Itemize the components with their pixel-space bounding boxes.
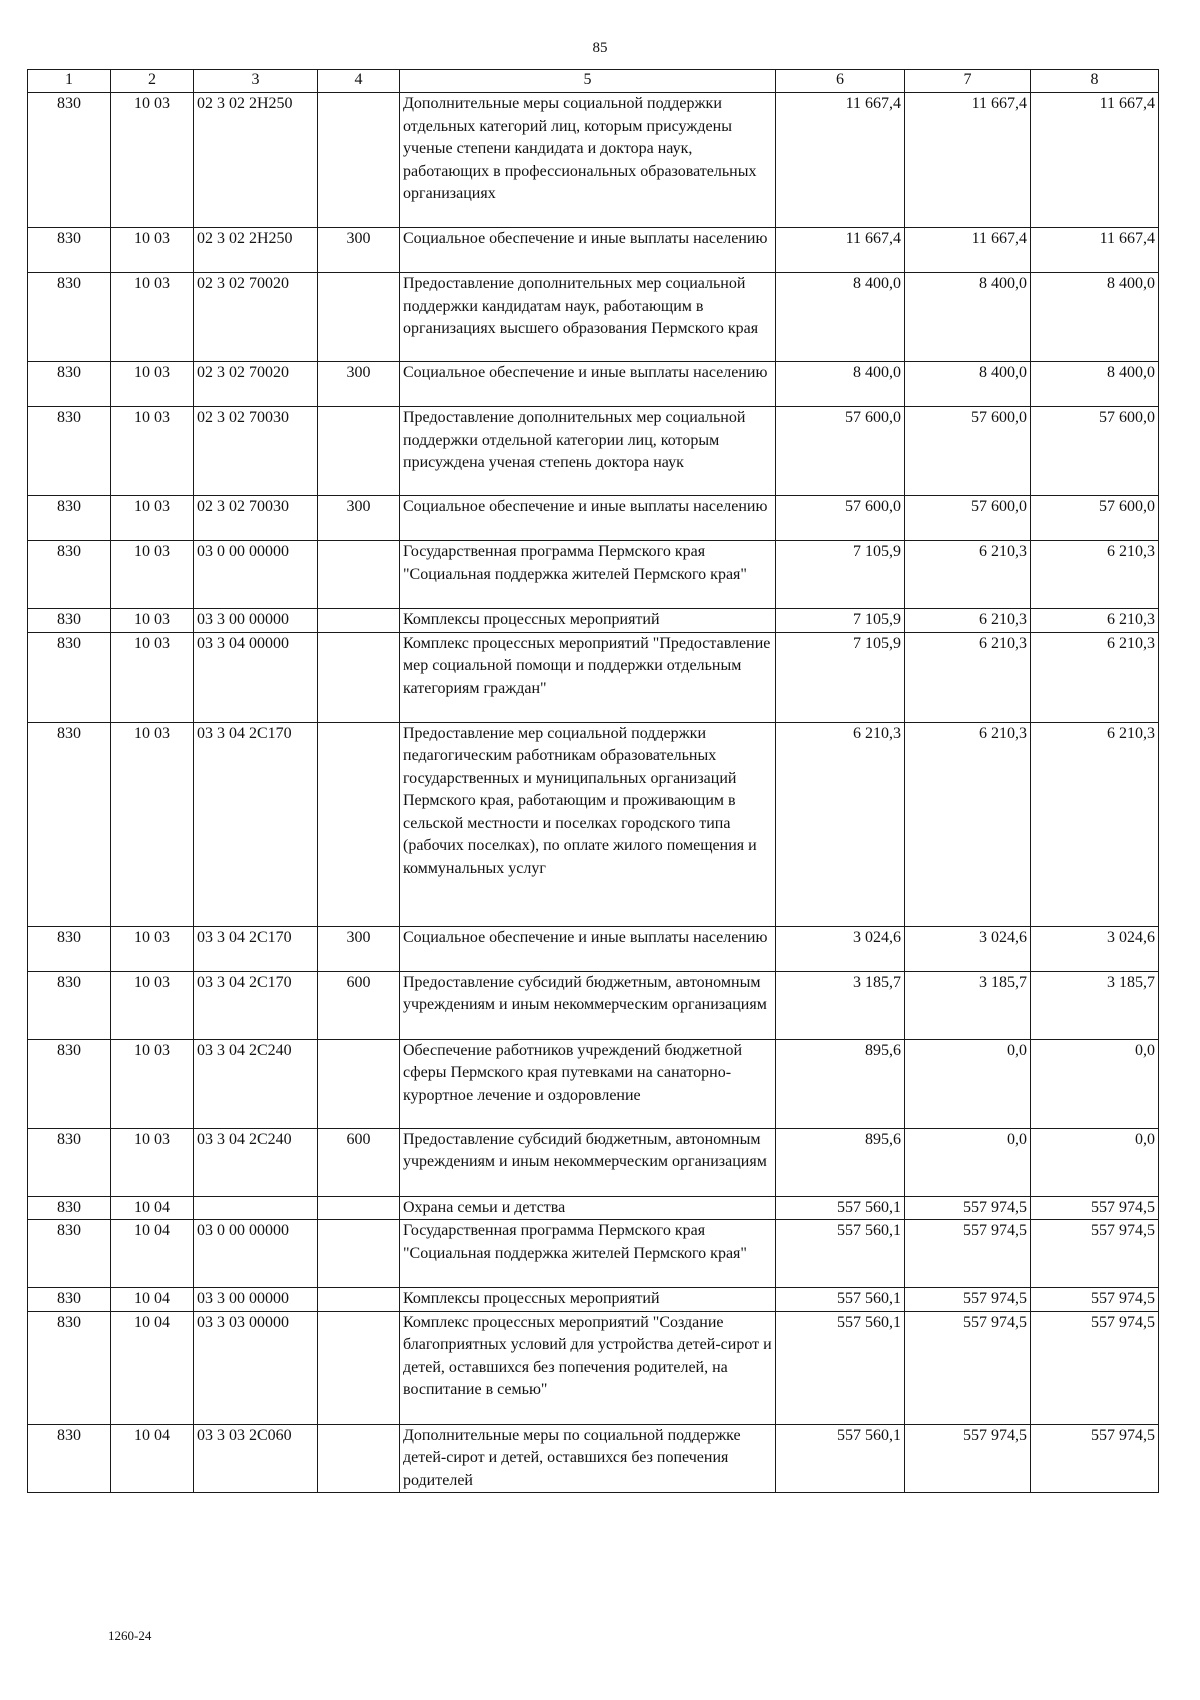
cell-amount-col8: 57 600,0 [1031, 407, 1159, 496]
cell-expense-type [318, 541, 400, 609]
cell-section-code: 10 03 [111, 722, 194, 926]
cell-section-code: 10 04 [111, 1196, 194, 1220]
header-cell: 4 [318, 70, 400, 93]
cell-amount-col7: 3 185,7 [905, 971, 1031, 1039]
cell-expense-type [318, 1311, 400, 1424]
cell-ministry-code: 830 [28, 1128, 111, 1196]
cell-target-code: 02 3 02 70030 [194, 407, 318, 496]
cell-amount-col6: 57 600,0 [776, 407, 905, 496]
header-cell: 3 [194, 70, 318, 93]
header-cell: 7 [905, 70, 1031, 93]
cell-amount-col7: 57 600,0 [905, 407, 1031, 496]
cell-amount-col6: 3 185,7 [776, 971, 905, 1039]
cell-expense-type [318, 1288, 400, 1312]
cell-description: Предоставление дополнительных мер социальной поддержки кандидатам наук, работающим в организациях высшего образования Пермского края [400, 273, 776, 362]
header-row [28, 70, 1159, 93]
cell-section-code: 10 03 [111, 609, 194, 633]
cell-target-code [194, 1196, 318, 1220]
cell-section-code: 10 03 [111, 1128, 194, 1196]
cell-amount-col7: 0,0 [905, 1128, 1031, 1196]
table-row [28, 971, 1159, 1039]
cell-amount-col7: 6 210,3 [905, 609, 1031, 633]
cell-description: Комплекс процессных мероприятий "Предоставление мер социальной помощи и поддержки отдельным категориям граждан" [400, 632, 776, 722]
cell-amount-col8: 0,0 [1031, 1128, 1159, 1196]
cell-description: Предоставление мер социальной поддержки педагогическим работникам образовательных государственных и муниципальных организаций Пермского края, работающим и проживающим в сельской местности и поселках городского типа (рабочих поселках), по оплате жилого помещения и коммунальных услуг [400, 722, 776, 926]
cell-target-code: 03 3 04 2С170 [194, 971, 318, 1039]
cell-ministry-code: 830 [28, 632, 111, 722]
cell-ministry-code: 830 [28, 971, 111, 1039]
cell-amount-col7: 6 210,3 [905, 722, 1031, 926]
cell-description: Комплекс процессных мероприятий "Создание благоприятных условий для устройства детей-сирот и детей, оставшихся без попечения родителей, на воспитание в семью" [400, 1311, 776, 1424]
cell-expense-type [318, 407, 400, 496]
table-row [28, 1128, 1159, 1196]
cell-section-code: 10 04 [111, 1311, 194, 1424]
cell-expense-type: 300 [318, 926, 400, 971]
cell-expense-type: 600 [318, 971, 400, 1039]
cell-expense-type: 300 [318, 228, 400, 273]
cell-amount-col8: 8 400,0 [1031, 362, 1159, 407]
cell-amount-col6: 11 667,4 [776, 93, 905, 228]
document-code: 1260-24 [108, 1628, 152, 1643]
cell-amount-col7: 557 974,5 [905, 1196, 1031, 1220]
budget-table [27, 69, 1159, 1493]
cell-amount-col8: 6 210,3 [1031, 609, 1159, 633]
cell-target-code: 02 3 02 2Н250 [194, 93, 318, 228]
cell-amount-col7: 0,0 [905, 1039, 1031, 1128]
cell-expense-type [318, 93, 400, 228]
cell-description: Охрана семьи и детства [400, 1196, 776, 1220]
cell-target-code: 03 3 03 2С060 [194, 1424, 318, 1493]
cell-section-code: 10 03 [111, 926, 194, 971]
cell-amount-col6: 8 400,0 [776, 362, 905, 407]
cell-ministry-code: 830 [28, 722, 111, 926]
cell-section-code: 10 04 [111, 1220, 194, 1288]
page-number: 85 [592, 40, 608, 56]
table-row [28, 362, 1159, 407]
cell-amount-col6: 8 400,0 [776, 273, 905, 362]
cell-amount-col7: 557 974,5 [905, 1424, 1031, 1493]
cell-target-code: 03 3 00 00000 [194, 609, 318, 633]
cell-target-code: 03 3 04 2С240 [194, 1039, 318, 1128]
cell-target-code: 02 3 02 70020 [194, 362, 318, 407]
table-row [28, 1220, 1159, 1288]
cell-amount-col7: 57 600,0 [905, 496, 1031, 541]
cell-ministry-code: 830 [28, 93, 111, 228]
cell-target-code: 03 0 00 00000 [194, 1220, 318, 1288]
cell-section-code: 10 03 [111, 971, 194, 1039]
cell-amount-col8: 8 400,0 [1031, 273, 1159, 362]
cell-amount-col8: 6 210,3 [1031, 632, 1159, 722]
cell-expense-type [318, 1220, 400, 1288]
header-cell: 6 [776, 70, 905, 93]
cell-section-code: 10 03 [111, 93, 194, 228]
table-row [28, 722, 1159, 926]
header-cell: 5 [400, 70, 776, 93]
table-row [28, 632, 1159, 722]
cell-amount-col8: 557 974,5 [1031, 1196, 1159, 1220]
cell-description: Социальное обеспечение и иные выплаты населению [400, 362, 776, 407]
cell-amount-col8: 6 210,3 [1031, 541, 1159, 609]
cell-target-code: 03 0 00 00000 [194, 541, 318, 609]
cell-amount-col6: 7 105,9 [776, 609, 905, 633]
cell-description: Комплексы процессных мероприятий [400, 1288, 776, 1312]
cell-target-code: 03 3 03 00000 [194, 1311, 318, 1424]
cell-ministry-code: 830 [28, 228, 111, 273]
cell-ministry-code: 830 [28, 362, 111, 407]
cell-ministry-code: 830 [28, 1288, 111, 1312]
cell-description: Дополнительные меры социальной поддержки отдельных категорий лиц, которым присуждены ученые степени кандидата и доктора наук, работающих в профессиональных образовательных организациях [400, 93, 776, 228]
cell-amount-col6: 7 105,9 [776, 632, 905, 722]
cell-section-code: 10 03 [111, 496, 194, 541]
table-row [28, 1039, 1159, 1128]
cell-amount-col8: 0,0 [1031, 1039, 1159, 1128]
table-row [28, 1196, 1159, 1220]
table-row [28, 228, 1159, 273]
cell-target-code: 02 3 02 2Н250 [194, 228, 318, 273]
cell-amount-col8: 557 974,5 [1031, 1288, 1159, 1312]
cell-ministry-code: 830 [28, 1220, 111, 1288]
cell-amount-col7: 8 400,0 [905, 273, 1031, 362]
cell-amount-col6: 557 560,1 [776, 1424, 905, 1493]
cell-ministry-code: 830 [28, 1311, 111, 1424]
table-row [28, 1288, 1159, 1312]
cell-section-code: 10 03 [111, 541, 194, 609]
cell-ministry-code: 830 [28, 407, 111, 496]
cell-description: Комплексы процессных мероприятий [400, 609, 776, 633]
cell-amount-col8: 57 600,0 [1031, 496, 1159, 541]
cell-amount-col6: 895,6 [776, 1128, 905, 1196]
table-row [28, 1424, 1159, 1493]
table-row [28, 609, 1159, 633]
cell-target-code: 02 3 02 70030 [194, 496, 318, 541]
cell-expense-type [318, 609, 400, 633]
cell-amount-col8: 11 667,4 [1031, 93, 1159, 228]
cell-amount-col7: 11 667,4 [905, 93, 1031, 228]
cell-ministry-code: 830 [28, 496, 111, 541]
cell-amount-col8: 557 974,5 [1031, 1220, 1159, 1288]
cell-section-code: 10 03 [111, 407, 194, 496]
cell-section-code: 10 03 [111, 273, 194, 362]
cell-description: Обеспечение работников учреждений бюджетной сферы Пермского края путевками на санаторно-курортное лечение и оздоровление [400, 1039, 776, 1128]
cell-expense-type: 300 [318, 362, 400, 407]
cell-amount-col7: 11 667,4 [905, 228, 1031, 273]
header-cell: 2 [111, 70, 194, 93]
cell-amount-col7: 557 974,5 [905, 1311, 1031, 1424]
cell-ministry-code: 830 [28, 609, 111, 633]
cell-section-code: 10 03 [111, 362, 194, 407]
cell-amount-col7: 8 400,0 [905, 362, 1031, 407]
cell-section-code: 10 04 [111, 1424, 194, 1493]
table-row [28, 273, 1159, 362]
cell-target-code: 03 3 00 00000 [194, 1288, 318, 1312]
cell-amount-col6: 57 600,0 [776, 496, 905, 541]
cell-description: Государственная программа Пермского края "Социальная поддержка жителей Пермского края" [400, 1220, 776, 1288]
cell-amount-col8: 11 667,4 [1031, 228, 1159, 273]
cell-ministry-code: 830 [28, 541, 111, 609]
table-row [28, 1311, 1159, 1424]
cell-section-code: 10 04 [111, 1288, 194, 1312]
cell-amount-col8: 557 974,5 [1031, 1311, 1159, 1424]
cell-amount-col8: 3 024,6 [1031, 926, 1159, 971]
cell-description: Дополнительные меры по социальной поддержке детей-сирот и детей, оставшихся без попечения родителей [400, 1424, 776, 1493]
cell-description: Предоставление дополнительных мер социальной поддержки отдельной категории лиц, которым присуждена ученая степень доктора наук [400, 407, 776, 496]
cell-amount-col6: 557 560,1 [776, 1311, 905, 1424]
cell-amount-col7: 557 974,5 [905, 1288, 1031, 1312]
cell-expense-type [318, 1424, 400, 1493]
cell-amount-col6: 557 560,1 [776, 1196, 905, 1220]
cell-section-code: 10 03 [111, 1039, 194, 1128]
cell-section-code: 10 03 [111, 228, 194, 273]
cell-amount-col8: 3 185,7 [1031, 971, 1159, 1039]
cell-ministry-code: 830 [28, 1424, 111, 1493]
cell-ministry-code: 830 [28, 1039, 111, 1128]
cell-amount-col7: 6 210,3 [905, 541, 1031, 609]
table-row [28, 926, 1159, 971]
cell-description: Социальное обеспечение и иные выплаты населению [400, 926, 776, 971]
cell-description: Социальное обеспечение и иные выплаты населению [400, 496, 776, 541]
table-row [28, 407, 1159, 496]
cell-target-code: 03 3 04 2С170 [194, 926, 318, 971]
cell-amount-col7: 3 024,6 [905, 926, 1031, 971]
cell-expense-type: 600 [318, 1128, 400, 1196]
cell-amount-col6: 895,6 [776, 1039, 905, 1128]
cell-description: Предоставление субсидий бюджетным, автономным учреждениям и иным некоммерческим организациям [400, 1128, 776, 1196]
cell-ministry-code: 830 [28, 926, 111, 971]
cell-target-code: 02 3 02 70020 [194, 273, 318, 362]
table-row [28, 93, 1159, 228]
cell-description: Социальное обеспечение и иные выплаты населению [400, 228, 776, 273]
table-row [28, 496, 1159, 541]
cell-amount-col6: 557 560,1 [776, 1288, 905, 1312]
cell-amount-col7: 557 974,5 [905, 1220, 1031, 1288]
cell-target-code: 03 3 04 00000 [194, 632, 318, 722]
cell-amount-col6: 557 560,1 [776, 1220, 905, 1288]
cell-description: Предоставление субсидий бюджетным, автономным учреждениям и иным некоммерческим организациям [400, 971, 776, 1039]
cell-expense-type [318, 1196, 400, 1220]
cell-section-code: 10 03 [111, 632, 194, 722]
cell-target-code: 03 3 04 2С240 [194, 1128, 318, 1196]
cell-ministry-code: 830 [28, 1196, 111, 1220]
table-row [28, 541, 1159, 609]
cell-expense-type [318, 273, 400, 362]
cell-amount-col6: 7 105,9 [776, 541, 905, 609]
cell-target-code: 03 3 04 2С170 [194, 722, 318, 926]
cell-ministry-code: 830 [28, 273, 111, 362]
cell-expense-type: 300 [318, 496, 400, 541]
cell-amount-col6: 11 667,4 [776, 228, 905, 273]
cell-amount-col6: 6 210,3 [776, 722, 905, 926]
cell-description: Государственная программа Пермского края "Социальная поддержка жителей Пермского края" [400, 541, 776, 609]
cell-amount-col8: 6 210,3 [1031, 722, 1159, 926]
header-cell: 1 [28, 70, 111, 93]
cell-amount-col6: 3 024,6 [776, 926, 905, 971]
cell-amount-col7: 6 210,3 [905, 632, 1031, 722]
cell-amount-col8: 557 974,5 [1031, 1424, 1159, 1493]
cell-expense-type [318, 1039, 400, 1128]
cell-expense-type [318, 722, 400, 926]
cell-expense-type [318, 632, 400, 722]
header-cell: 8 [1031, 70, 1159, 93]
